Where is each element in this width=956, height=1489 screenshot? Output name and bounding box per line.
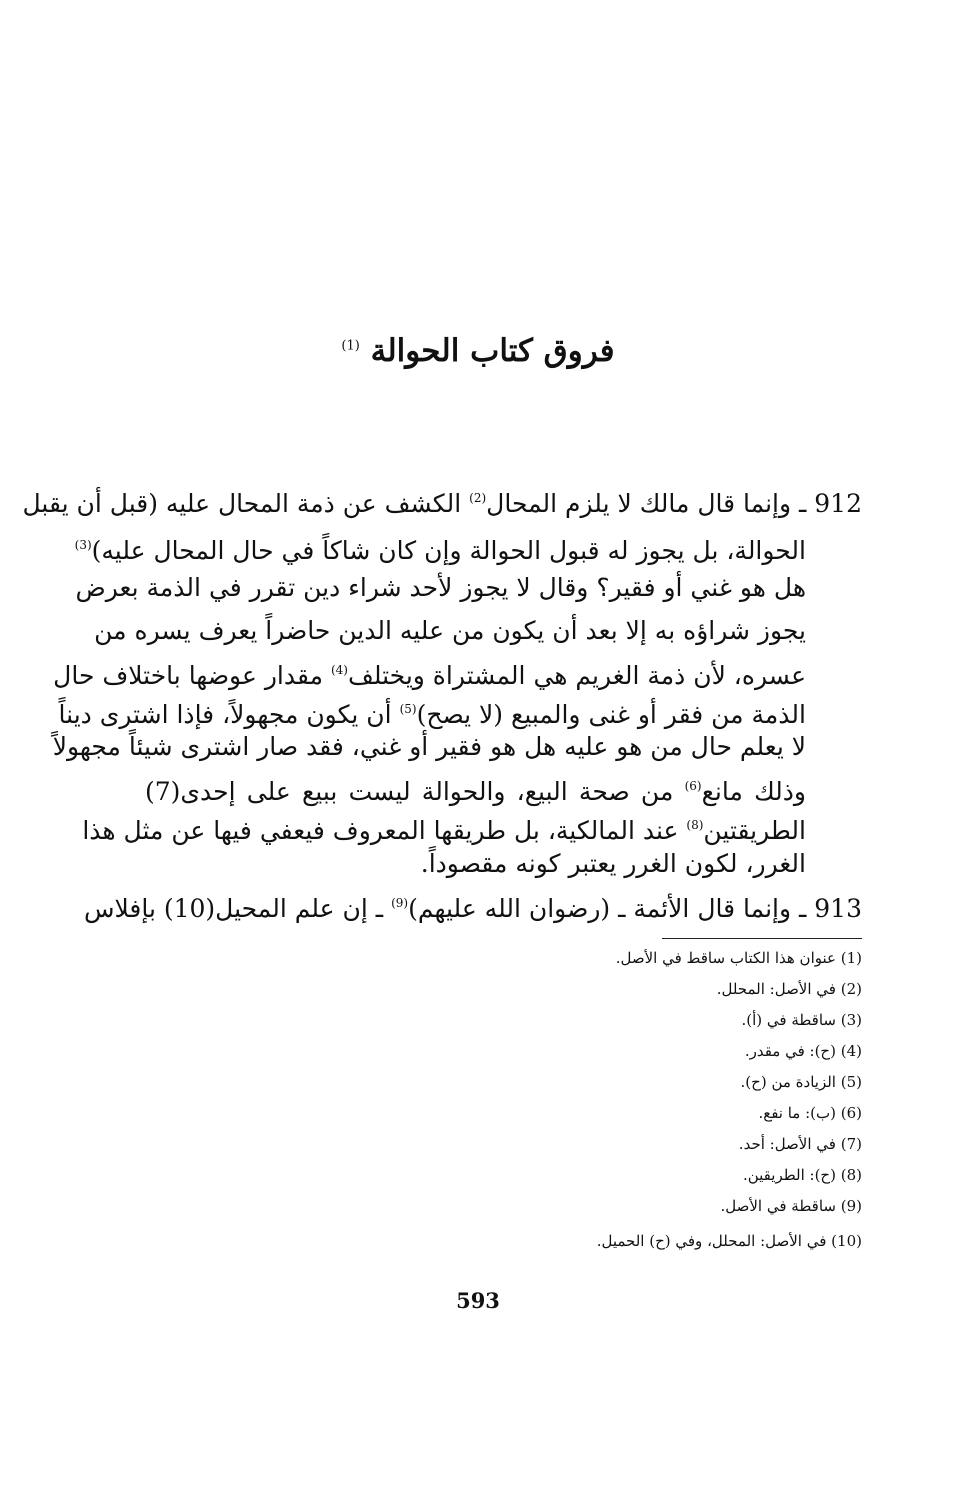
footnote: (1) عنوان هذا الكتاب ساقط في الأصل. (615, 949, 862, 967)
footnote: (3) ساقطة في (أ). (741, 1011, 862, 1029)
body-line: الذمة من فقر أو غنى والمبيع (لا يصح)$^{(5)}$ أن يكون مجهولاً، فإذا اشترى ديناً (58, 700, 806, 729)
body-line: عسره، لأن ذمة الغريم هي المشتراة ويختلف$^{(4)}$ مقدار عوضها باختلاف حال (53, 661, 806, 690)
body-line: وذلك مانع$^{(6)}$ من صحة البيع، والحوالة ليست ببيع على إحدى(7) (145, 777, 806, 806)
footnote: (2) في الأصل: المحلل. (716, 980, 862, 998)
footnote-separator (662, 938, 862, 939)
body-line: لا يعلم حال من هو عليه هل هو فقير أو غني، فقد صار اشترى شيئاً مجهولاً (52, 732, 806, 761)
footnote: (8) (ح): الطريقين. (742, 1166, 862, 1184)
footnote: (5) الزيادة من (ح). (740, 1073, 862, 1091)
body-line: هل هو غني أو فقير؟ وقال لا يجوز لأحد شراء دين تقرر في الذمة بعرض (75, 573, 806, 602)
footnote: (10) في الأصل: المحلل، وفي (ح) الحميل. (596, 1232, 862, 1250)
body-line: الحوالة، بل يجوز له قبول الحوالة وإن كان شاكاً في حال المحال عليه)$^{(3)}$ (74, 536, 806, 565)
chapter-title-text: فروق كتاب الحوالة (370, 333, 615, 369)
body-line: 913 ـ وإنما قال الأئمة ـ (رضوان الله عليهم)$^{(9)}$ ـ إن علم المحيل(10) بإفلاس (83, 894, 862, 923)
footnote: (9) ساقطة في الأصل. (720, 1197, 862, 1215)
body-line: الطريقتين$^{(8)}$ عند المالكية، بل طريقها المعروف فيعفي فيها عن مثل هذا (82, 816, 806, 845)
footnote: (6) (ب): ما نفع. (758, 1104, 862, 1122)
footnote: (4) (ح): في مقدر. (744, 1042, 862, 1060)
body-line: الغرر، لكون الغرر يعتبر كونه مقصوداً. (420, 849, 806, 878)
body-line: 912 ـ وإنما قال مالك لا يلزم المحال$^{(2)}$ الكشف عن ذمة المحال عليه (قبل أن يقبل (22, 489, 862, 518)
footnote: (7) في الأصل: أحد. (738, 1135, 862, 1153)
chapter-title (0, 333, 956, 369)
body-line: يجوز شراؤه به إلا بعد أن يكون من عليه الدين حاضراً يعرف يسره من (94, 616, 806, 645)
chapter-title-note: (1) (341, 338, 360, 354)
page-number: 593 (456, 1288, 500, 1313)
